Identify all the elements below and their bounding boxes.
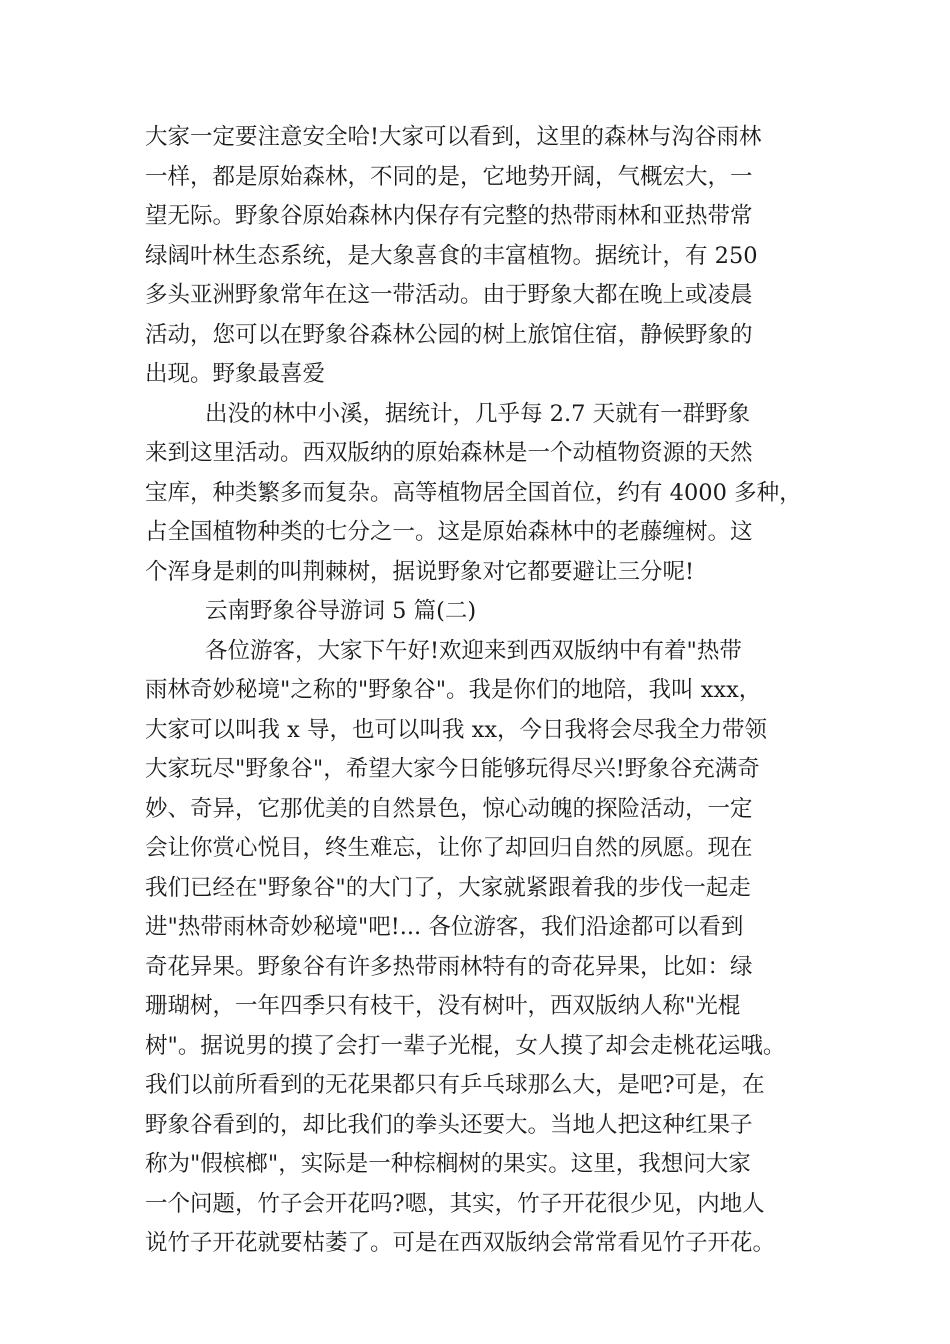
text-line: 活动，您可以在野象谷森林公园的树上旅馆住宿，静候野象的: [145, 321, 753, 348]
text-line: 我们已经在"野象谷"的大门了，大家就紧跟着我的步伐一起走: [145, 874, 751, 901]
text-line: 树"。据说男的摸了会打一辈子光棍，女人摸了却会走桃花运哦。: [145, 1032, 786, 1059]
text-line: 望无际。野象谷原始森林内保存有完整的热带雨林和亚热带常: [145, 203, 753, 229]
text-line: 绿阔叶林生态系统，是大象喜食的丰富植物。据统计，有 250: [145, 242, 758, 269]
text-line: 各位游客，大家下午好!欢迎来到西双版纳中有着"热带: [205, 637, 742, 664]
text-line: 雨林奇妙秘境"之称的"野象谷"。我是你们的地陪，我叫 xxx，: [145, 677, 762, 703]
text-line: 一样，都是原始森林，不同的是，它地势开阔，气概宏大，一: [145, 163, 753, 190]
text-line: 占全国植物种类的七分之一。这是原始森林中的老藤缠树。这: [145, 519, 753, 545]
text-line: 说竹子开花就要枯萎了。可是在西双版纳会常常看见竹子开花。: [145, 1230, 776, 1256]
text-line: 一个问题，竹子会开花吗?嗯，其实，竹子开花很少见，内地人: [145, 1190, 765, 1217]
document-body: [145, 118, 805, 1264]
text-line: 大家可以叫我 x 导，也可以叫我 xx，今日我将会尽我全力带领: [145, 716, 768, 743]
text-line: 个浑身是刺的叫荆棘树，据说野象对它都要避让三分呢!: [145, 558, 695, 585]
text-line: 进"热带雨林奇妙秘境"吧!... 各位游客，我们沿途都可以看到: [145, 914, 744, 940]
text-line: 我们以前所看到的无花果都只有乒乓球那么大，是吧?可是，在: [145, 1072, 765, 1098]
text-line: 称为"假槟榔"，实际是一种棕榈树的果实。这里，我想问大家: [145, 1151, 751, 1177]
text-line: 出没的林中小溪，据统计，几乎每 2.7 天就有一群野象: [205, 400, 751, 427]
text-line: 来到这里活动。西双版纳的原始森林是一个动植物资源的天然: [145, 440, 753, 466]
text-line: 妙、奇异，它那优美的自然景色，惊心动魄的探险活动，一定: [145, 795, 753, 822]
text-line: 野象谷看到的，却比我们的拳头还要大。当地人把这种红果子: [145, 1111, 753, 1138]
text-line: 大家玩尽"野象谷"，希望大家今日能够玩得尽兴!野象谷充满奇: [145, 756, 760, 782]
text-line: 多头亚洲野象常年在这一带活动。由于野象大都在晚上或凌晨: [145, 282, 753, 308]
text-line: 出现。野象最喜爱: [145, 361, 326, 387]
text-line: 会让你赏心悦目，终生难忘，让你了却回归自然的夙愿。现在: [145, 835, 753, 861]
text-line: 大家一定要注意安全哈!大家可以看到，这里的森林与沟谷雨林: [145, 124, 762, 150]
text-line: 宝库，种类繁多而复杂。高等植物居全国首位，约有 4000 多种，: [145, 479, 802, 506]
section-heading: 云南野象谷导游词 5 篇(二): [205, 598, 477, 624]
text-line: 奇花异果。野象谷有许多热带雨林特有的奇花异果，比如：绿: [145, 953, 753, 980]
text-line: 珊瑚树，一年四季只有枝干，没有树叶，西双版纳人称"光棍: [145, 993, 741, 1019]
